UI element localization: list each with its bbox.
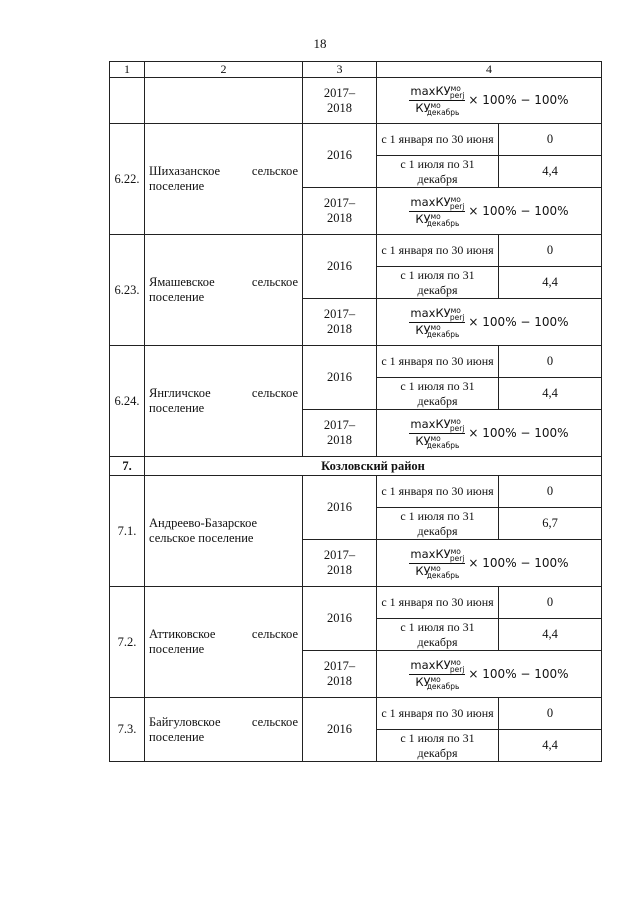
year-range: 2017– 2018 [323,85,356,115]
formula-fraction [409,659,465,690]
formula-cell [377,78,602,124]
formula-fraction [409,548,465,579]
formula-fraction [409,196,465,227]
year-cell [303,410,377,457]
value-cell: 4,4 [499,156,602,188]
formula-numerator: maxКУ$^{мо}_{perj}$ [410,84,465,100]
period-cell: с 1 января по 30 июня [377,124,499,156]
value-cell: 0 [499,346,602,378]
formula-tail: × 100% − 100% [468,93,569,107]
tariff-table [109,61,602,762]
formula-tail: × 100% − 100% [468,666,569,681]
formula-fraction [409,85,465,116]
value-cell: 0 [499,698,602,730]
settlement-name: Янгличское сельское поселение [145,346,303,457]
value-cell: 6,7 [499,508,602,540]
settlement-name: Байгуловское сельское поселение [145,698,303,762]
formula-denominator: $КУ^{мо}_{декабрь}$ [415,211,460,228]
value-cell: 0 [499,587,602,619]
row-name-cell [145,78,303,124]
row-number: 7.1. [110,476,145,587]
row-number: 6.23. [110,235,145,346]
settlement-name: Ямашевское сельское поселение [145,235,303,346]
year-cell: 2016 [303,124,377,188]
settlement-name: Андреево-Базарское сельское поселение [145,476,303,587]
header-col-4: 4 [377,62,602,78]
formula-numerator: maxКУ$^{мо}_{perj}$ [410,416,465,433]
formula-tail: × 100% − 100% [468,314,569,329]
value-cell: 0 [499,235,602,267]
formula-cell [377,188,602,235]
settlement-name: Аттиковское сельское поселение [145,587,303,698]
formula-denominator: $КУ^{мо}_{декабрь}$ [415,674,460,691]
year-range: 2017– 2018 [323,418,356,447]
value-cell: 0 [499,476,602,508]
table-header-row [110,62,602,78]
table-row [110,78,602,124]
period-cell: с 1 июля по 31 декабря [377,156,499,188]
year-cell: 2016 [303,587,377,651]
year-cell [303,299,377,346]
formula-numerator: maxКУ$^{мо}_{perj}$ [410,194,465,211]
formula-denominator: $КУ^{мо}_{декабрь}$ [415,322,460,339]
page-number: 18 [313,36,327,51]
year-cell: 2016 [303,476,377,540]
section-row [110,457,602,476]
year-cell: 2016 [303,346,377,410]
year-range: 2017– 2018 [323,548,356,577]
value-cell: 0 [499,124,602,156]
header-col-3: 3 [303,62,377,78]
row-number: 7.2. [110,587,145,698]
year-cell [303,540,377,587]
period-cell: с 1 января по 30 июня [377,476,499,508]
formula-cell [377,540,602,587]
table-row [110,124,602,156]
period-cell: с 1 июля по 31 декабря [377,267,499,299]
formula-fraction [409,307,465,338]
value-cell: 4,4 [499,730,602,762]
period-cell: с 1 июля по 31 декабря [377,619,499,651]
settlement-name: Шихазанское сельское поселение [145,124,303,235]
year-cell [303,651,377,698]
formula-denominator: $КУ^{мо}_{декабрь}$ [415,101,460,117]
formula-tail: × 100% − 100% [468,203,569,218]
period-cell: с 1 января по 30 июня [377,698,499,730]
formula-denominator: $КУ^{мо}_{декабрь}$ [415,433,460,450]
section-number: 7. [110,457,145,476]
year-cell [303,188,377,235]
year-range: 2017– 2018 [323,659,356,688]
value-cell: 4,4 [499,619,602,651]
header-col-2: 2 [145,62,303,78]
period-cell: с 1 января по 30 июня [377,346,499,378]
value-cell: 4,4 [499,267,602,299]
value-cell: 4,4 [499,378,602,410]
period-cell: с 1 января по 30 июня [377,235,499,267]
formula-tail: × 100% − 100% [468,555,569,570]
period-cell: с 1 июля по 31 декабря [377,730,499,762]
period-cell: с 1 января по 30 июня [377,587,499,619]
table-row [110,235,602,267]
formula-tail: × 100% − 100% [468,425,569,440]
formula-denominator: $КУ^{мо}_{декабрь}$ [415,563,460,580]
year-range: 2017– 2018 [323,196,356,225]
row-number: 6.24. [110,346,145,457]
table-row [110,476,602,508]
header-col-1: 1 [110,62,145,78]
formula-cell [377,410,602,457]
formula-cell [377,299,602,346]
formula-fraction [409,418,465,449]
formula-numerator: maxКУ$^{мо}_{perj}$ [410,305,465,322]
period-cell: с 1 июля по 31 декабря [377,508,499,540]
formula-numerator: maxКУ$^{мо}_{perj}$ [410,657,465,674]
row-number: 7.3. [110,698,145,762]
formula-cell [377,651,602,698]
row-number: 6.22. [110,124,145,235]
row-number-cell [110,78,145,124]
period-cell: с 1 июля по 31 декабря [377,378,499,410]
year-cell: 2016 [303,235,377,299]
year-range: 2017– 2018 [323,307,356,336]
table-row [110,346,602,378]
section-title: Козловский район [145,457,602,476]
year-cell: 2016 [303,698,377,762]
formula-numerator: maxКУ$^{мо}_{perj}$ [410,546,465,563]
year-cell [303,78,377,124]
table-row [110,698,602,730]
table-row [110,587,602,619]
